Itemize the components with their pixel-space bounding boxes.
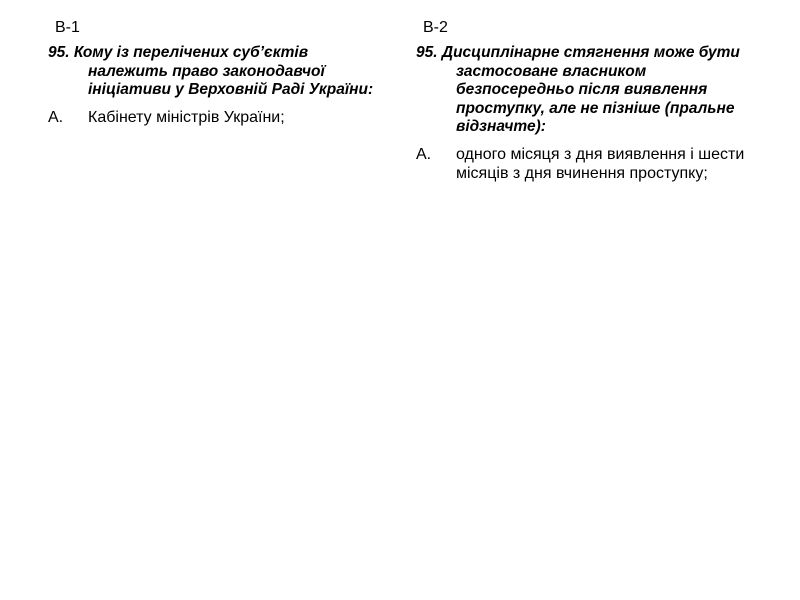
- variant-2-question-number: 95.: [416, 44, 438, 61]
- variant-2-question: [416, 44, 756, 137]
- variant-1-label: В-1: [55, 19, 80, 36]
- variant-2-question-text: Дисциплінарне стягнення може бути застосоване власником безпосередньо після виявлення проступку, але не пізніше (пральне відзначте):: [441, 44, 740, 135]
- variant-2-answer-a: [416, 145, 756, 183]
- variant-2-column: [416, 18, 756, 183]
- variant-1-column: [48, 18, 376, 127]
- variant-2-answer-letter: А.: [416, 145, 432, 163]
- variant-1-question: [48, 44, 376, 100]
- variant-2-label: В-2: [423, 19, 448, 36]
- variant-2-answer-text: одного місяця з дня виявлення і шести місяців з дня вчинення проступку;: [456, 145, 745, 182]
- variant-1-question-number: 95.: [48, 44, 70, 61]
- variant-1-question-text: Кому із перелічених суб’єктів належить право законодавчої ініціативи у Верховній Раді України:: [73, 44, 374, 98]
- variant-1-answer-a: [48, 108, 376, 127]
- variant-1-answer-text: Кабінету міністрів України;: [88, 108, 285, 126]
- variant-1-answer-letter: А.: [48, 108, 64, 126]
